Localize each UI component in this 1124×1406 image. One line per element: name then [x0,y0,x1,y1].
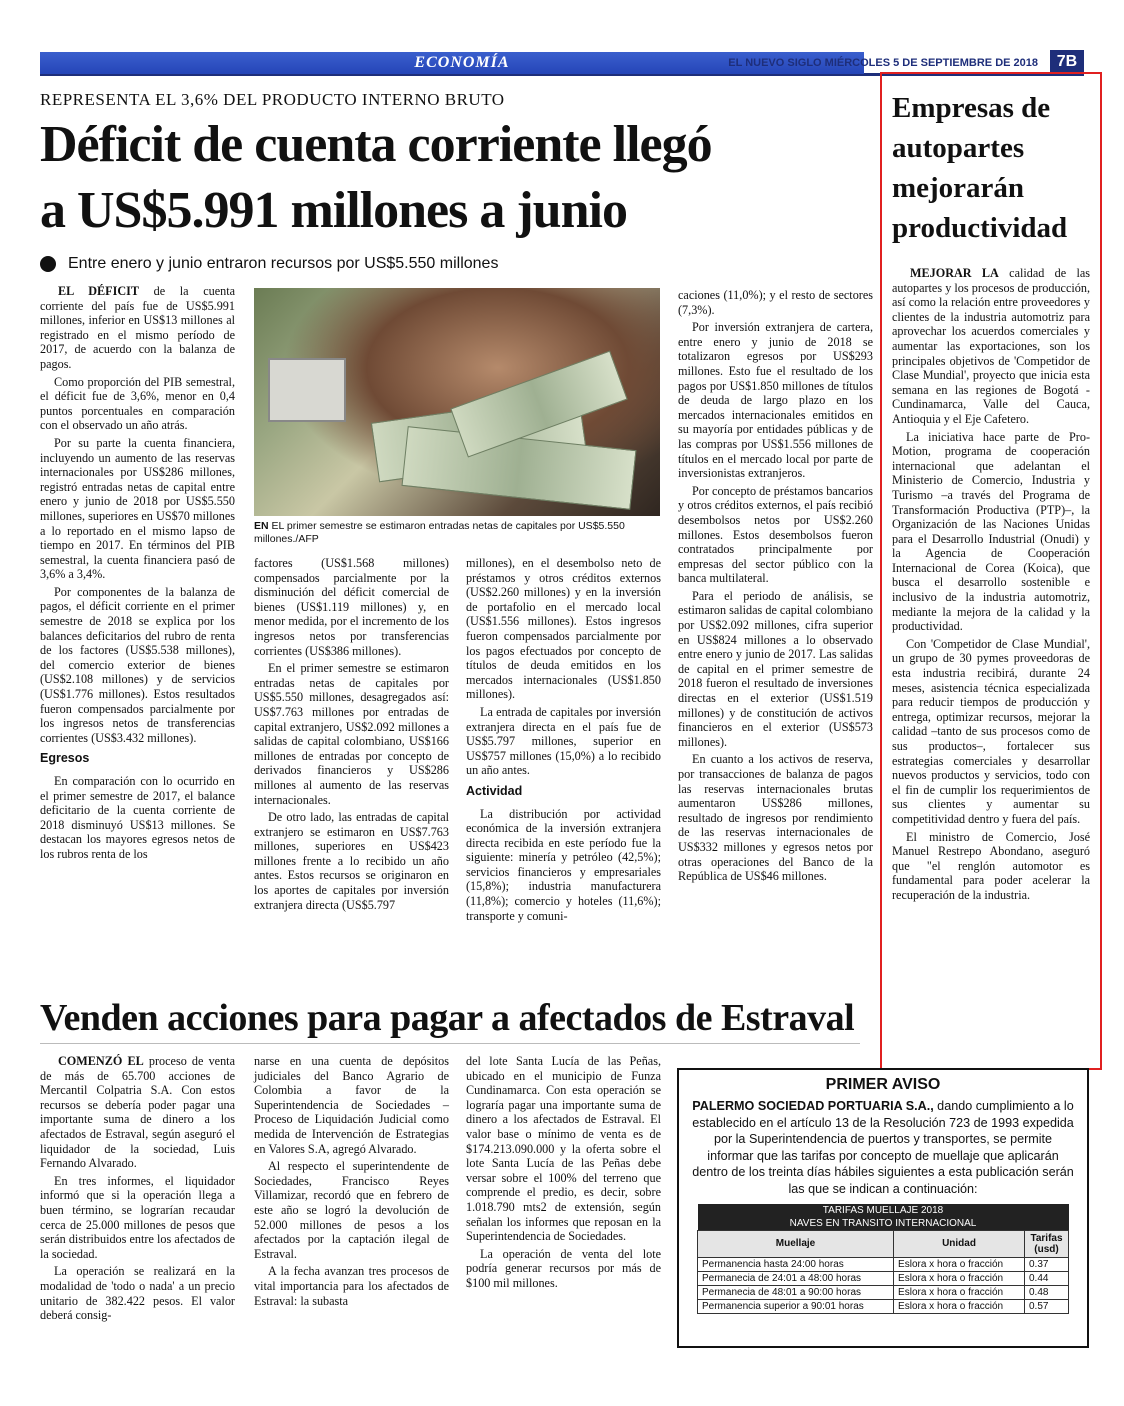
paper-info: EL NUEVO SIGLO MIÉRCOLES 5 DE SEPTIEMBRE DE 2018 [728,57,1038,69]
money-counter-machine [268,358,346,422]
tariff-table: TARIFAS MUELLAJE 2018 NAVES EN TRANSITO INTERNACIONAL Muellaje Unidad Tarifas (usd) Permanencia hasta 24:00 horas Eslora x hora o fracción 0.37 Permanecia de 24:01 a 48:00 horas Eslora x hora o fracción 0.44 Permanecia de 48:01 a 90:00 horas Eslora x hora o fracción 0.48 Permanencia superior a 90:01 horas Eslora x hora o fracción 0.57 [697,1204,1069,1314]
second-column-2: narse en una cuenta de depósitos judiciales del Banco Agrario de Colombia a favor de la Superintendencia de Sociedades – Proceso de Liquidación Judicial como medida de Intervención de Estrategias en Valores S.A, agregó Alvarado. Al respecto el superintendente de Sociedades, Francisco Reyes Villamizar, recordó que en febrero de este año se logró la devolución de 52.000 millones de pesos a los afectados por la captación ilegal de Estraval. A la fecha avanzan tres procesos de vital importancia para los afectados de Estraval: la subasta [254,1054,449,1308]
article-column-4: caciones (11,0%); y el resto de sectores (7,3%). Por inversión extranjera de cartera, entre enero y junio de 2018 se totalizaron egresos por US$293 millones. Esto fue el resultado de los pagos por US$1.850 millones de títulos de deuda de largo plazo en los mercados internacionales emitidos en su mayoría por entidades públicas y de las compras por US$1.556 millones de títulos en el mercado local por parte de inversionistas extranjeros. Por concepto de préstamos bancarios y otros créditos externos, el país recibió desembolsos netos por US$2.260 millones. Estos desembolsos fueron contratados principalmente por empresas del sector público con la banca multilateral. Para el periodo de análisis, se estimaron salidas de capital colombiano por US$2.092 millones, cifra superior en US$824 millones a lo observado entre enero y junio de 2017. Las salidas de capital en el primer semestre de 2018 fueron el resultado de inversiones directas en el exterior (US$1.519 millones) y de constitución de activos financieros en el exterior (US$573 millones). En cuanto a los activos de reserva, por transacciones de balanza de pagos las reservas internacionales brutas aumentaron US$286 millones, resultado de ingresos por rendimiento de las reservas internacionales de US$332 millones y egresos netos por otras operaciones del Banco de la República de US$46 millones. [678,288,873,884]
section-label: ECONOMÍA [40,52,864,74]
sidebar-headline: Empresas de autopartes mejorarán productividad [892,92,1068,244]
photo-caption: EN EL primer semestre se estimaron entradas netas de capitales por US$5.550 millones./AFP [254,520,625,545]
article-photo [254,288,660,516]
table-row: Permanencia superior a 90:01 horas Eslora x hora o fracción 0.57 [698,1299,1069,1313]
second-column-1: COMENZÓ EL proceso de venta de más de 65.700 acciones de Mercantil Colpatria S.A. Con estos recursos se debería poder pagar una importante suma de dinero a los afectados de Estraval, según aseguró el liquidador de la sociedad, Luis Fernando Alvarado. En tres informes, el liquidador informó que si la operación llega a buen término, se lograrían recaudar cerca de 25.000 millones de pesos que serán distribuidos entre los afectados de la sociedad. La operación se realizará en la modalidad de 'todo o nada' a un precio unitario de 382.422 pesos. El valor deberá consig- [40,1054,235,1323]
subhead-egresos: Egresos [40,751,90,766]
table-row: Permanencia hasta 24:00 horas Eslora x hora o fracción 0.37 [698,1257,1069,1271]
table-row: Permanecia de 24:01 a 48:00 horas Eslora x hora o fracción 0.44 [698,1271,1069,1285]
page-number: 7B [1050,50,1084,74]
notice-body: PALERMO SOCIEDAD PORTUARIA S.A., dando cumplimiento a lo establecido en el artículo 13 de la Resolución 723 de 1993 expedida por la Superintendencia de puertos y transportes, se permite informar que las tarifas por concepto de muellaje que aplicarán dentro de los treinta días hábiles siguientes a esta publicación serán las que se indican a continuación: [692,1099,1074,1196]
article-column-3: millones), en el desembolso neto de préstamos y otros créditos externos (US$2.260 millones) y en la inversión de portafolio en el mercado local (US$1.556 millones). Estos ingresos fueron compensados parcialmente por los pagos efectuados por concepto de títulos de deuda emitidos en los mercados internacionales (US$1.850 millones). La entrada de capitales por inversión extranjera directa en el país fue de US$5.797 millones, superior en US$757 millones (15,0%) a lo recibido un año antes. Actividad La distribución por actividad económica de la inversión extranjera directa recibida en este período fue la siguiente: minería y petróleo (42,5%); servicios financieros y empresariales (15,8%); industria manufacturera (11,8%); comercio y hoteles (11,6%); transporte y comuni- [466,556,661,923]
article-kicker: REPRESENTA EL 3,6% DEL PRODUCTO INTERNO BRUTO [40,90,505,109]
second-column-3: del lote Santa Lucía de las Peñas, ubicado en el municipio de Funza Cundinamarca. Con esta operación se lograría pagar una importante suma de dinero a los afectados de Estraval. El valor base o mínimo de venta es de $174.213.090.000 y la oferta sobre el lote Santa Lucía de las Peñas debe versar sobre el 100% del terreno que comprende el predio, es decir, sobre 1.018.790 mts2 de extensión, según señalan los informes que reposan en la Superintendencia de Sociedades. La operación de venta del lote podría generar recursos por más de $100 mil millones. [466,1054,661,1290]
subhead-actividad: Actividad [466,783,523,798]
article-lead: Entre enero y junio entraron recursos por US$5.550 millones [40,255,498,273]
public-notice [677,1068,1089,1348]
sidebar-body: MEJORAR LA calidad de las autopartes y los procesos de producción, así como la relación entre proveedores y clientes de la industria automotriz para aprovechar los acuerdos comerciales y aumentar las exportaciones, son los principales objetivos de 'Competidor de Clase Mundial', proyecto que inicia esta semana en las regiones de Bogotá - Cundinamarca, Valle del Cauca, Antioquia y el Eje Cafetero. La iniciativa hace parte de Pro-Motion, programa de cooperación internacional que adelantan el Ministerio de Comercio, Industria y Turismo –a través del Programa de Transformación Productiva (PTP)–, la Organización de las Naciones Unidas para el Desarrollo Industrial (Onudi) y la Agencia de Cooperación Internacional de Corea (Koica), que busca el desarrollo sostenible e inclusivo de la industria automotriz, mediante la mejora de la calidad y la productividad. Con 'Competidor de Clase Mundial', un grupo de 30 pymes proveedoras de esta industria recibirá, durante 24 meses, asistencia técnica especializada para reducir tiempos de producción y entrega, optimizar recursos, mejorar la calidad –tanto de sus procesos como de sus productos–, fortalecer sus estrategias comerciales y desarrollar nuevos productos y servicios, todo con el fin de cumplir los requerimientos de sus clientes y aumentar su competitividad dentro y fuera del país. El ministro de Comercio, José Manuel Restrepo Abondano, aseguró que "el renglón automotor es fundamental para poder acelerar la recuperación de la industria. [892,266,1091,902]
article-headline: Déficit de cuenta corriente llegó a US$5.991 millones a junio [40,116,712,239]
second-headline: Venden acciones para pagar a afectados de Estraval [40,997,855,1039]
divider [40,1043,860,1044]
notice-title: PRIMER AVISO [825,1076,941,1093]
table-row: Permanecia de 48:01 a 90:00 horas Eslora x hora o fracción 0.48 [698,1285,1069,1299]
bullet-icon [40,256,56,272]
article-column-1: EL DÉFICIT de la cuenta corriente del país fue de US$5.991 millones, inferior en US$13 millones al registrado en el mismo período de 2017, de acuerdo con la balanza de pagos. Como proporción del PIB semestral, el déficit fue de 3,6%, menor en 0,4 puntos porcentuales en comparación con el observado un año atrás. Por su parte la cuenta financiera, incluyendo un aumento de las reservas internacionales por US$286 millones, registró entradas netas de capital entre enero y junio de 2018 por US$5.550 millones, superiores en US$70 millones a lo reportado en el mismo lapso de tiempo en 2017. En términos del PIB semestral, la cuenta financiera pasó de 3,6% a 3,4%. Por componentes de la balanza de pagos, el déficit corriente en el primer semestre de 2018 se explica por los balances deficitarios del rubro de renta de los factores (US$5.538 millones), del comercio exterior de bienes (US$2.108 millones) y de servicios (US$1.776 millones). Estos resultados fueron compensados parcialmente por los ingresos netos de transferencias corrientes (US$3.432 millones). Egresos En comparación con lo ocurrido en el primer semestre de 2017, el balance deficitario de la cuenta corriente de 2018 disminuyó US$13 millones. Se destacan los mayores egresos netos de los rubros renta de los [40,284,235,861]
article-column-2: factores (US$1.568 millones) compensados parcialmente por la disminución del déficit comercial de bienes (US$1.119 millones) y, en menor medida, por el incremento de los ingresos netos por transferencias corrientes (US$386 millones). En el primer semestre se estimaron entradas netas de capitales por US$5.550 millones, desagregados así: US$7.763 millones por entradas de capital extranjero, US$2.092 millones a salidas de capital colombiano, US$166 millones de entradas por concepto de derivados financieros y US$286 millones al aumento de las reservas internacionales. De otro lado, las entradas de capital extranjero se estimaron en US$7.763 millones, superiores en US$423 millones frente a lo recibido un año antes. Estos recursos se originaron en los aportes de capitales por inversión extranjera directa (US$5.797 [254,556,449,912]
